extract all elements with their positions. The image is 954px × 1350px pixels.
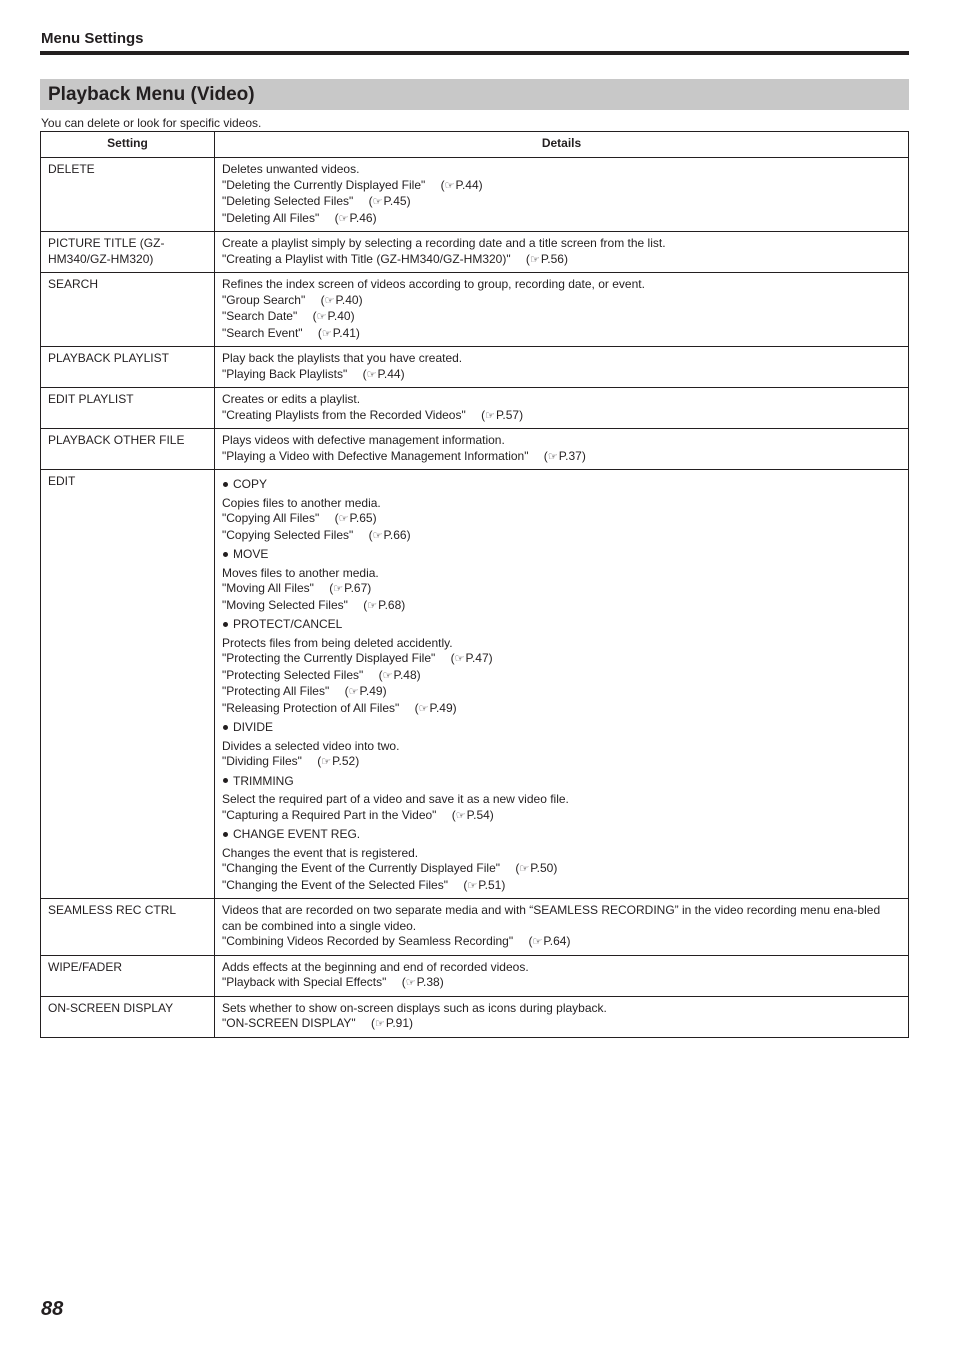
line-text: "Changing the Event of the Selected Files": [222, 877, 448, 892]
page-reference[interactable]: (☞P.51): [448, 877, 506, 892]
line-text: "Playback with Special Effects": [222, 975, 387, 989]
detail-text: [222, 846, 901, 862]
cross-reference-link[interactable]: [222, 1016, 901, 1033]
intro-text: You can delete or look for specific videos.: [41, 116, 262, 130]
page-ref-number: P.41: [332, 325, 356, 340]
page-ref-number: P.47: [465, 651, 489, 665]
bullet-icon: [223, 725, 228, 730]
bullet-icon: [223, 778, 228, 783]
page-ref-number: P.44: [377, 366, 401, 381]
bullet-heading: [222, 477, 901, 493]
line-text: Creates or edits a playlist.: [222, 392, 361, 406]
header-rule: [40, 51, 909, 55]
setting-details: [215, 347, 909, 388]
detail-text: [222, 960, 901, 976]
page-reference[interactable]: (☞P.54): [436, 807, 494, 822]
line-text: "Capturing a Required Part in the Video": [222, 807, 437, 822]
page-ref-number: P.51: [478, 877, 502, 892]
cross-reference-link[interactable]: [222, 975, 901, 992]
line-text: Plays videos with defective management information.: [222, 433, 505, 447]
section-header: Menu Settings: [41, 30, 144, 47]
page-ref-number: P.40: [335, 292, 359, 307]
detail-text: [222, 739, 901, 755]
cross-reference-link[interactable]: [222, 309, 901, 326]
setting-details: [215, 899, 909, 956]
page-reference[interactable]: (☞P.65): [319, 511, 377, 525]
cross-reference-link[interactable]: [222, 598, 901, 615]
page-ref-number: P.45: [383, 194, 407, 208]
table-row: [41, 347, 909, 388]
pointing-hand-icon: ☞: [529, 253, 540, 266]
page-ref-number: P.67: [344, 581, 368, 595]
table-header-row: [41, 132, 909, 158]
page-reference[interactable]: (☞P.49): [399, 700, 457, 715]
page-ref-number: P.44: [455, 177, 479, 192]
cross-reference-link[interactable]: [222, 194, 901, 211]
line-text: Select the required part of a video and save it as a new video file.: [222, 792, 569, 806]
pointing-hand-icon: ☞: [382, 669, 393, 682]
detail-text: [222, 903, 901, 934]
pointing-hand-icon: ☞: [348, 686, 359, 698]
page-reference[interactable]: (☞P.38): [386, 975, 444, 989]
line-text: Copies files to another media.: [222, 495, 381, 510]
page-ref-number: P.57: [495, 407, 520, 422]
line-text: "Protecting Selected Files": [222, 667, 364, 682]
bullet-icon: [223, 482, 228, 487]
column-header-details: Details: [215, 132, 909, 158]
line-text: "Search Date": [222, 309, 298, 323]
line-text: Deletes unwanted videos.: [222, 162, 360, 176]
page-title: Playback Menu (Video): [48, 84, 255, 105]
detail-text: [222, 162, 901, 178]
cross-reference-link[interactable]: [222, 293, 901, 310]
cross-reference-link[interactable]: [222, 581, 901, 598]
pointing-hand-icon: ☞: [367, 599, 378, 612]
cross-reference-link[interactable]: [222, 367, 901, 384]
page-ref-number: P.38: [416, 975, 440, 989]
line-text: PROTECT/CANCEL: [233, 617, 343, 631]
pointing-hand-icon: ☞: [316, 311, 327, 323]
setting-name: DELETE: [41, 158, 215, 232]
page-reference[interactable]: (☞P.48): [363, 667, 421, 682]
cross-reference-link[interactable]: [222, 808, 901, 825]
line-text: "Search Event": [222, 325, 303, 340]
setting-name: WIPE/FADER: [41, 955, 215, 996]
page-ref-number: P.48: [393, 667, 417, 682]
line-text: "ON-SCREEN DISPLAY": [222, 1016, 356, 1030]
line-text: MOVE: [233, 547, 269, 561]
page-reference[interactable]: (☞P.41): [302, 325, 360, 340]
line-text: "Combining Videos Recorded by Seamless Recording": [222, 934, 514, 948]
table-row: [41, 388, 909, 429]
cross-reference-link[interactable]: [222, 326, 901, 343]
page-reference[interactable]: (☞P.40): [305, 292, 363, 307]
detail-text: [222, 236, 901, 252]
table-row: [41, 232, 909, 273]
page-ref-number: P.68: [378, 597, 402, 612]
line-text: Protects files from being deleted accidently.: [222, 635, 453, 650]
page-ref-number: P.49: [359, 684, 383, 698]
page-reference[interactable]: (☞P.44): [425, 177, 483, 192]
line-text: Refines the index screen of videos according to group, recording date, or event.: [222, 277, 645, 291]
detail-text: [222, 351, 901, 367]
cross-reference-link[interactable]: [222, 211, 901, 228]
detail-text: [222, 566, 901, 582]
cross-reference-link[interactable]: [222, 449, 901, 466]
bullet-heading: [222, 547, 901, 563]
page-reference[interactable]: (☞P.64): [513, 934, 571, 948]
line-text: "Deleting All Files": [222, 210, 320, 225]
page-ref-number: P.49: [429, 700, 453, 715]
page-ref-number: P.65: [349, 511, 373, 525]
detail-text: [222, 496, 901, 512]
detail-text: [222, 392, 901, 408]
settings-table: [40, 131, 909, 1038]
line-text: "Copying Selected Files": [222, 527, 354, 542]
table-row: [41, 996, 909, 1037]
pointing-hand-icon: ☞: [324, 294, 335, 307]
detail-text: [222, 277, 901, 293]
table-row: [41, 899, 909, 956]
page-ref-number: P.54: [466, 807, 490, 822]
line-text: Changes the event that is registered.: [222, 845, 419, 860]
table-row: [41, 429, 909, 470]
line-text: "Playing Back Playlists": [222, 366, 348, 381]
page-reference[interactable]: (☞P.46): [319, 210, 377, 225]
page-ref-number: P.91: [385, 1016, 410, 1030]
page-reference[interactable]: (☞P.52): [301, 754, 360, 768]
pointing-hand-icon: ☞: [321, 327, 332, 340]
page-reference[interactable]: (☞P.56): [510, 251, 568, 266]
bullet-heading: [222, 774, 901, 790]
cross-reference-link[interactable]: [222, 668, 901, 685]
pointing-hand-icon: ☞: [418, 702, 429, 715]
detail-text: [222, 433, 901, 449]
line-text: "Creating a Playlist with Title (GZ-HM340/GZ-HM320)": [222, 251, 511, 266]
line-text: "Creating Playlists from the Recorded Videos": [222, 407, 466, 422]
pointing-hand-icon: ☞: [532, 936, 543, 948]
line-text: Adds effects at the beginning and end of recorded videos.: [222, 959, 529, 974]
cross-reference-link[interactable]: [222, 934, 901, 951]
page-reference[interactable]: (☞P.44): [347, 366, 405, 381]
page-reference[interactable]: (☞P.68): [347, 597, 406, 612]
setting-name: EDIT: [41, 470, 215, 899]
line-text: "Changing the Event of the Currently Displayed File": [222, 861, 500, 875]
cross-reference-link[interactable]: [222, 528, 901, 545]
setting-details: [215, 996, 909, 1037]
line-text: Create a playlist simply by selecting a recording date and a title screen from the list.: [222, 236, 666, 250]
cross-reference-link[interactable]: [222, 684, 901, 701]
setting-details: [215, 955, 909, 996]
table-row: [41, 158, 909, 232]
line-text: "Moving All Files": [222, 581, 314, 595]
line-text: COPY: [233, 477, 268, 491]
line-text: "Deleting the Currently Displayed File": [222, 177, 426, 192]
cross-reference-link[interactable]: [222, 178, 901, 195]
page-reference[interactable]: (☞P.67): [313, 581, 372, 595]
page-reference[interactable]: (☞P.40): [297, 309, 355, 323]
cross-reference-link[interactable]: [222, 511, 901, 528]
page-reference[interactable]: (☞P.45): [353, 194, 411, 208]
cross-reference-link[interactable]: [222, 252, 901, 269]
pointing-hand-icon: ☞: [547, 450, 558, 463]
cross-reference-link[interactable]: [222, 861, 901, 878]
page-reference[interactable]: (☞P.47): [435, 651, 493, 665]
bullet-icon: [223, 552, 228, 557]
pointing-hand-icon: ☞: [338, 212, 349, 225]
setting-details: [215, 470, 909, 899]
bullet-heading: [222, 720, 901, 736]
pointing-hand-icon: ☞: [444, 179, 455, 192]
pointing-hand-icon: ☞: [333, 583, 344, 595]
detail-text: [222, 1001, 901, 1017]
table-body: [41, 158, 909, 1038]
setting-details: [215, 429, 909, 470]
line-text: "Releasing Protection of All Files": [222, 700, 400, 715]
page-ref-number: P.56: [540, 251, 564, 266]
page-ref-number: P.46: [349, 210, 373, 225]
line-text: Divides a selected video into two.: [222, 738, 400, 753]
pointing-hand-icon: ☞: [372, 529, 383, 542]
line-text: Videos that are recorded on two separate media and with “SEAMLESS RECORDING” in the video recording menu ena-bled can be combined into a single video.: [222, 903, 881, 933]
page-reference[interactable]: (☞P.57): [465, 407, 524, 422]
page-reference[interactable]: (☞P.37): [528, 448, 586, 463]
setting-name: SEARCH: [41, 273, 215, 347]
line-text: DIVIDE: [233, 720, 274, 734]
bullet-icon: [223, 622, 228, 627]
pointing-hand-icon: ☞: [455, 809, 466, 822]
page-ref-number: P.40: [327, 309, 351, 323]
setting-name: SEAMLESS REC CTRL: [41, 899, 215, 956]
bullet-icon: [223, 832, 228, 837]
cross-reference-link[interactable]: [222, 408, 901, 425]
line-text: Moves files to another media.: [222, 565, 379, 580]
pointing-hand-icon: ☞: [366, 368, 377, 381]
page-ref-number: P.50: [530, 861, 554, 875]
setting-name: EDIT PLAYLIST: [41, 388, 215, 429]
line-text: "Playing a Video with Defective Management Information": [222, 448, 529, 463]
line-text: CHANGE EVENT REG.: [233, 827, 361, 841]
bullet-heading: [222, 617, 901, 633]
line-text: "Deleting Selected Files": [222, 194, 354, 208]
table-row: [41, 955, 909, 996]
page-ref-number: P.37: [558, 448, 582, 463]
line-text: Sets whether to show on-screen displays such as icons during playback.: [222, 1000, 607, 1015]
line-text: Play back the playlists that you have created.: [222, 351, 463, 365]
pointing-hand-icon: ☞: [405, 977, 416, 989]
line-text: "Protecting the Currently Displayed File": [222, 651, 436, 665]
setting-name: ON-SCREEN DISPLAY: [41, 996, 215, 1037]
cross-reference-link[interactable]: [222, 701, 901, 718]
pointing-hand-icon: ☞: [467, 879, 478, 892]
line-text: "Dividing Files": [222, 754, 302, 768]
table-row: [41, 470, 909, 899]
page-reference[interactable]: (☞P.49): [329, 684, 387, 698]
setting-details: [215, 273, 909, 347]
line-text: "Group Search": [222, 292, 306, 307]
page-ref-number: P.52: [332, 754, 356, 768]
setting-details: [215, 388, 909, 429]
title-bar: [40, 79, 909, 110]
cross-reference-link[interactable]: [222, 754, 901, 771]
page-reference[interactable]: (☞P.91): [355, 1016, 414, 1030]
setting-name: PLAYBACK OTHER FILE: [41, 429, 215, 470]
setting-name: PLAYBACK PLAYLIST: [41, 347, 215, 388]
page-ref-number: P.66: [383, 527, 407, 542]
pointing-hand-icon: ☞: [454, 653, 465, 665]
page-reference[interactable]: (☞P.50): [500, 861, 558, 875]
pointing-hand-icon: ☞: [338, 513, 349, 525]
bullet-heading: [222, 827, 901, 843]
setting-details: [215, 232, 909, 273]
pointing-hand-icon: ☞: [321, 756, 332, 768]
line-text: "Moving Selected Files": [222, 597, 348, 612]
setting-details: [215, 158, 909, 232]
line-text: TRIMMING: [233, 773, 294, 788]
detail-text: [222, 792, 901, 808]
cross-reference-link[interactable]: [222, 651, 901, 668]
line-text: "Copying All Files": [222, 511, 320, 525]
pointing-hand-icon: ☞: [519, 863, 530, 875]
table-row: [41, 273, 909, 347]
pointing-hand-icon: ☞: [375, 1018, 385, 1030]
column-header-setting: Setting: [41, 132, 215, 158]
line-text: "Protecting All Files": [222, 684, 330, 698]
page-reference[interactable]: (☞P.66): [353, 527, 411, 542]
page-number: 88: [41, 1298, 64, 1320]
pointing-hand-icon: ☞: [485, 409, 495, 422]
pointing-hand-icon: ☞: [372, 196, 383, 208]
setting-name: PICTURE TITLE (GZ-HM340/GZ-HM320): [41, 232, 215, 273]
cross-reference-link[interactable]: [222, 878, 901, 895]
detail-text: [222, 636, 901, 652]
page-ref-number: P.64: [543, 934, 567, 948]
